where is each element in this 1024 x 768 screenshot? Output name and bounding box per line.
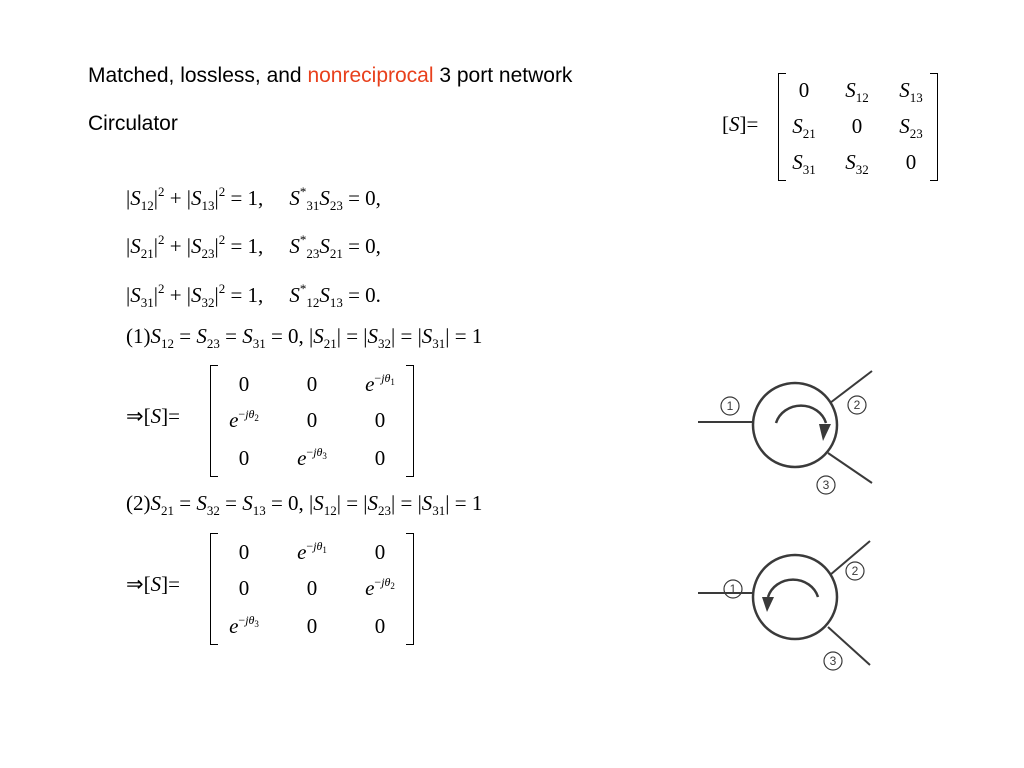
matrix-cell: 0 — [374, 614, 386, 638]
matrix-cell: 0 — [851, 114, 863, 138]
port-label-3 — [817, 476, 835, 494]
arrowhead-icon — [819, 424, 831, 441]
rotation-arrow-counterclockwise-icon — [768, 580, 818, 597]
port-label-2 — [846, 562, 864, 580]
port-label-3 — [824, 652, 842, 670]
matrix-cell: 0 — [238, 540, 250, 564]
matrix-cell: 0 — [374, 408, 386, 432]
svg-text:2: 2 — [851, 564, 859, 578]
matrix-cell: $S_{32}$ — [845, 150, 869, 177]
circulator-diagram-counterclockwise — [690, 535, 890, 670]
port-label-2 — [848, 396, 866, 414]
slide-subtitle: Circulator — [88, 112, 178, 135]
matrix-cell: $e^{-j\theta_1}$ — [365, 371, 395, 396]
equation-1: $|S_{12}|^2 + |S_{13}|^2 = 1$, $S^*_{31}S_{23} = 0$, — [126, 184, 381, 213]
matrix-cell: 0 — [306, 576, 318, 600]
matrix-cell: $e^{-j\theta_3}$ — [229, 613, 259, 638]
matrix-cell: 0 — [238, 446, 250, 470]
svg-text:1: 1 — [726, 399, 734, 413]
case1-condition: $(1)S_{12} = S_{23} = S_{31} = 0$, $|S_{21}| = |S_{32}| = |S_{31}| = 1$ — [126, 324, 483, 351]
case1-matrix — [210, 366, 414, 476]
title-part1: Matched, lossless, and — [88, 64, 308, 87]
general-matrix-bracket — [778, 74, 938, 180]
rotation-arrow-clockwise-icon — [776, 406, 826, 423]
port-line-3 — [828, 453, 872, 483]
matrix-cell: $S_{21}$ — [792, 114, 816, 141]
svg-text:1: 1 — [729, 582, 737, 596]
matrix-cell: $e^{-j\theta_2}$ — [229, 407, 259, 432]
matrix-cell: $e^{-j\theta_3}$ — [297, 445, 327, 470]
matrix-cell: 0 — [374, 446, 386, 470]
matrix-cell: $S_{31}$ — [792, 150, 816, 177]
svg-text:3: 3 — [822, 478, 830, 492]
matrix-cell: 0 — [306, 408, 318, 432]
svg-text:3: 3 — [829, 654, 837, 668]
case2-lhs: ⇒[S]= — [126, 572, 180, 596]
arrowhead-icon — [762, 597, 774, 612]
equation-2: $|S_{21}|^2 + |S_{23}|^2 = 1$, $S^*_{23}S_{21} = 0$, — [126, 232, 381, 261]
matrix-cell: 0 — [798, 78, 810, 102]
title-highlight: nonreciprocal — [307, 64, 434, 87]
case2-matrix — [210, 534, 414, 644]
case2-condition: $(2)S_{21} = S_{32} = S_{13} = 0$, $|S_{12}| = |S_{23}| = |S_{31}| = 1$ — [126, 491, 483, 518]
matrix-cell: 0 — [306, 614, 318, 638]
slide-title — [88, 62, 572, 90]
matrix-cell: 0 — [306, 372, 318, 396]
matrix-cell: $e^{-j\theta_2}$ — [365, 575, 395, 600]
case1-lhs: ⇒[S]= — [126, 404, 180, 428]
matrix-cell: $S_{12}$ — [845, 78, 869, 105]
matrix-cell: $S_{23}$ — [899, 114, 923, 141]
matrix-cell: $e^{-j\theta_1}$ — [297, 539, 327, 564]
title-part2: 3 port network — [433, 64, 573, 87]
matrix-cell: 0 — [238, 372, 250, 396]
general-matrix-lhs: [S]= — [722, 112, 759, 136]
matrix-cell: $S_{13}$ — [899, 78, 923, 105]
matrix-cell: 0 — [374, 540, 386, 564]
matrix-cell: 0 — [238, 576, 250, 600]
svg-text:2: 2 — [853, 398, 861, 412]
equation-3: $|S_{31}|^2 + |S_{32}|^2 = 1$, $S^*_{12}S_{13} = 0$. — [126, 281, 381, 310]
circulator-diagram-clockwise — [690, 365, 890, 500]
matrix-cell: 0 — [905, 150, 917, 174]
port-label-1 — [721, 397, 739, 415]
port-label-1 — [724, 580, 742, 598]
